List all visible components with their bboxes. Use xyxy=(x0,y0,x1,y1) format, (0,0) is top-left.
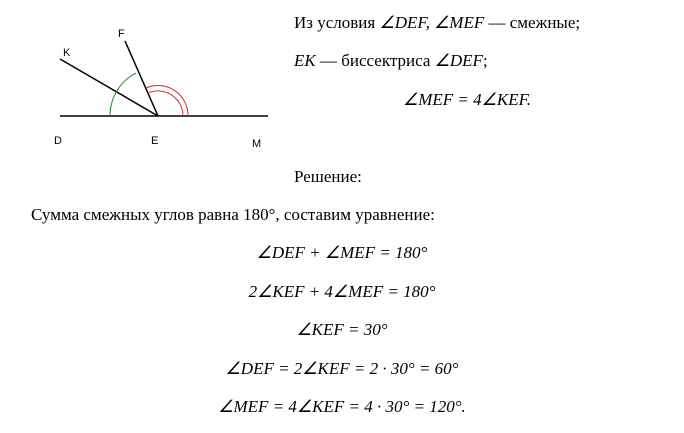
given-line-1-suffix: — смежные; xyxy=(484,13,581,32)
given-line-2-suffix: ; xyxy=(482,51,488,70)
given-line-2 xyxy=(294,51,488,71)
equation-4: ∠DEF = 2∠KEF = 2 · 30° = 60° xyxy=(225,359,459,378)
given-line-1-prefix: Из условия xyxy=(294,13,380,32)
given-line-2-math2: ∠DEF xyxy=(434,51,483,70)
red-arc-outer xyxy=(146,85,188,116)
equation-3: ∠KEF = 30° xyxy=(296,320,388,339)
point-label-e: E xyxy=(151,135,159,147)
given-line-1-math: ∠DEF, ∠MEF xyxy=(379,13,485,32)
point-label-m: M xyxy=(252,138,262,150)
point-label-k: K xyxy=(63,47,71,59)
green-arc xyxy=(110,73,136,116)
given-line-3: ∠MEF = 4∠KEF. xyxy=(403,90,532,109)
given-line-2-mid: — биссектриса xyxy=(315,51,435,70)
equation-1: ∠DEF + ∠MEF = 180° xyxy=(256,243,428,262)
ray-ef xyxy=(125,41,158,116)
point-label-f: F xyxy=(118,28,125,40)
given-line-1 xyxy=(294,13,580,33)
point-label-d: D xyxy=(54,135,62,147)
solution-heading: Решение: xyxy=(294,167,362,186)
equation-5: ∠MEF = 4∠KEF = 4 · 30° = 120°. xyxy=(218,397,466,416)
ray-ek xyxy=(60,59,158,116)
statement: Сумма смежных углов равна 180°, составим уравнение: xyxy=(31,205,435,224)
equation-2: 2∠KEF + 4∠MEF = 180° xyxy=(248,282,436,301)
given-line-2-math: EK xyxy=(294,51,316,70)
